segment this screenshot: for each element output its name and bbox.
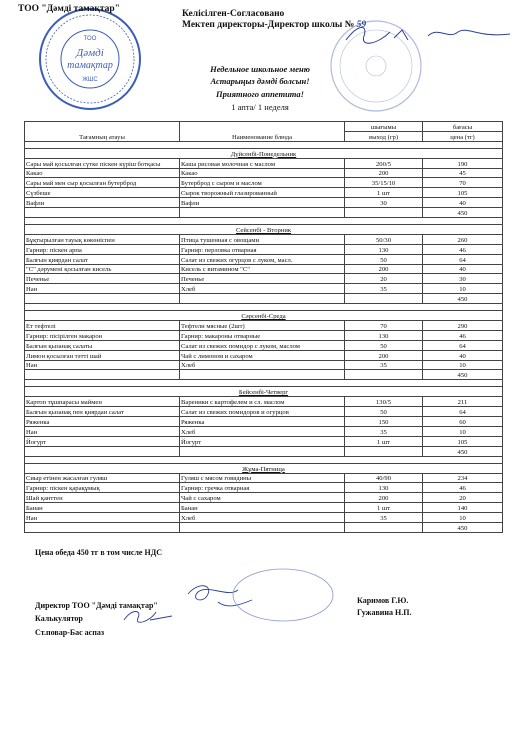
dish-name-kz: Йогурт [25, 436, 180, 446]
dish-name-kz: Гарнир: піскен арпа [25, 244, 180, 254]
dish-price: 46 [423, 483, 503, 493]
stamp-text-1: ТОО [83, 36, 97, 42]
dish-price: 260 [423, 234, 503, 244]
dish-name-kz: Картоп тұшпарасы маймен [25, 397, 180, 407]
menu-row [25, 503, 503, 513]
menu-row [25, 284, 503, 294]
dish-output: 40/90 [345, 473, 423, 483]
menu-row [25, 254, 503, 264]
dish-output: 130 [345, 330, 423, 340]
dish-price: 60 [423, 417, 503, 427]
dish-price: 234 [423, 473, 503, 483]
dish-output: 35 [345, 360, 423, 370]
dish-name-kz: Сары май қосылған сүтке піскен күріш ботқасы [25, 158, 180, 168]
stamp-text-2: Дәмді [76, 47, 104, 59]
dish-output: 35 [345, 426, 423, 436]
spacer-row [25, 380, 503, 387]
dish-name-ru: Гуляш с мясом говядины [180, 473, 345, 483]
day-header-row [25, 387, 503, 397]
dish-output: 200 [345, 264, 423, 274]
dish-output [345, 208, 423, 218]
dish-price: 10 [423, 426, 503, 436]
dish-name-kz [25, 446, 180, 456]
dish-price: 70 [423, 178, 503, 188]
dish-price: 450 [423, 370, 503, 380]
dish-price: 30 [423, 274, 503, 284]
menu-table [24, 121, 503, 533]
footer-name-1: Каримов Г.Ю. [357, 596, 409, 605]
dish-price: 105 [423, 436, 503, 446]
dish-output: 50 [345, 254, 423, 264]
approved-ru [182, 20, 366, 31]
dish-name-ru: Бутерброд с сыром и маслом [180, 178, 345, 188]
dish-name-ru: Вареники с картофелем и сл. маслом [180, 397, 345, 407]
dish-output: 35 [345, 513, 423, 523]
dish-price: 46 [423, 244, 503, 254]
day-title: Бейсенбі-Четверг [25, 387, 503, 397]
dish-name-ru: Каша рисовая молочная с маслом [180, 158, 345, 168]
dish-name-kz: Банан [25, 503, 180, 513]
dish-name-ru [180, 294, 345, 304]
dish-name-ru: Чай с сахаром [180, 493, 345, 503]
footer-name-2: Гужавина Н.П. [357, 608, 412, 617]
dish-name-ru: Салат из свежих огурцов с луком, масл. [180, 254, 345, 264]
dish-output [345, 446, 423, 456]
dish-name-ru: Хлеб [180, 426, 345, 436]
dish-price: 46 [423, 330, 503, 340]
dish-output: 1 шт [345, 503, 423, 513]
dish-name-kz: Нан [25, 284, 180, 294]
footer-stamp [228, 565, 338, 625]
company-stamp [37, 6, 143, 112]
day-title: Сейсенбі - Вторник [25, 225, 503, 235]
menu-row [25, 264, 503, 274]
dish-output: 200 [345, 493, 423, 503]
price-note: Цена обеда 450 тг в том числе НДС [35, 548, 162, 557]
menu-row [25, 188, 503, 198]
day-header-row [25, 225, 503, 235]
dish-name-ru: Какао [180, 168, 345, 178]
dish-output: 1 шт [345, 188, 423, 198]
dish-price: 40 [423, 198, 503, 208]
dish-output [345, 294, 423, 304]
dish-name-kz: Какао [25, 168, 180, 178]
approved-kz: Келісілген-Согласовано [182, 9, 285, 19]
dish-name-kz: "С" дәрумені қосылған кисель [25, 264, 180, 274]
spacer-cell [25, 304, 503, 311]
col-name-kz: Тағамның атауы [25, 122, 180, 142]
dish-name-kz [25, 294, 180, 304]
dish-name-kz [25, 208, 180, 218]
dish-name-ru: Ряженка [180, 417, 345, 427]
menu-row [25, 330, 503, 340]
dish-name-kz: Лимон қосылған тәтті шай [25, 350, 180, 360]
dish-price: 40 [423, 264, 503, 274]
dish-name-ru: Салат из свежих помидор с луком, маслом [180, 340, 345, 350]
dish-name-ru: Хлеб [180, 360, 345, 370]
dish-price: 140 [423, 503, 503, 513]
spacer-cell [25, 141, 503, 148]
dish-name-ru: Печенье [180, 274, 345, 284]
dish-output: 50 [345, 340, 423, 350]
dish-name-kz: Вафли [25, 198, 180, 208]
spacer-row [25, 456, 503, 463]
dish-name-kz: Нан [25, 360, 180, 370]
spacer-row [25, 218, 503, 225]
dish-price: 105 [423, 188, 503, 198]
dish-price: 20 [423, 493, 503, 503]
dish-name-ru: Кисель с витамином "С" [180, 264, 345, 274]
dish-output: 130 [345, 244, 423, 254]
menu-wish-kz: Астарыңыз дәмді болсын! [210, 76, 310, 86]
dish-price: 290 [423, 321, 503, 331]
dish-output: 200/5 [345, 158, 423, 168]
dish-price: 450 [423, 208, 503, 218]
dish-price: 10 [423, 513, 503, 523]
menu-row [25, 483, 503, 493]
dish-price: 45 [423, 168, 503, 178]
dish-name-kz: Гарнир: піскен қарақұмық [25, 483, 180, 493]
dish-name-ru: Тефтели мясные (2шт) [180, 321, 345, 331]
col-price-kz: бағасы [423, 122, 503, 132]
menu-row [25, 244, 503, 254]
org-name: ТОО "Дәмді тамақтар" [18, 4, 120, 14]
dish-name-kz: Гарнир: пісірілген макарон [25, 330, 180, 340]
dish-name-kz: Ряженка [25, 417, 180, 427]
day-header-row [25, 148, 503, 158]
footer-calc: Калькулятор [35, 614, 83, 623]
dish-name-ru: Чай с лимоном и сахаром [180, 350, 345, 360]
menu-row [25, 513, 503, 523]
dish-output: 130/5 [345, 397, 423, 407]
dish-name-ru: Салат из свежих помидоров и огурцов [180, 407, 345, 417]
dish-name-ru: Сырок творожный глазированный [180, 188, 345, 198]
dish-name-ru: Гарнир: перловка отварная [180, 244, 345, 254]
menu-wish-ru: Приятного аппетита! [216, 89, 304, 99]
dish-name-ru: Банан [180, 503, 345, 513]
menu-row [25, 446, 503, 456]
menu-row [25, 493, 503, 503]
spacer-cell [25, 456, 503, 463]
dish-output: 130 [345, 483, 423, 493]
dish-name-ru: Хлеб [180, 513, 345, 523]
menu-row [25, 158, 503, 168]
menu-title: Недельное школьное меню [210, 64, 310, 74]
col-out-kz: шығымы [345, 122, 423, 132]
footer-director: Директор ТОО "Дәмді тамақтар" [35, 601, 158, 610]
dish-name-kz [25, 370, 180, 380]
col-price-ru: цена (тг) [423, 131, 503, 141]
dish-output: 200 [345, 168, 423, 178]
day-title: Жұма-Пятница [25, 463, 503, 473]
menu-row [25, 274, 503, 284]
dish-name-kz: Балғын қызанақ салаты [25, 340, 180, 350]
menu-row [25, 417, 503, 427]
menu-row [25, 208, 503, 218]
dish-name-ru: Гарнир: макароны отварные [180, 330, 345, 340]
dish-name-ru: Йогурт [180, 436, 345, 446]
approved-ru-label: Мектеп директоры-Директор школы № [182, 20, 355, 30]
dish-name-kz: Нан [25, 426, 180, 436]
dish-output: 30 [345, 198, 423, 208]
dish-name-kz: Ет тефтелі [25, 321, 180, 331]
dish-name-kz: Балғын қиярдан салат [25, 254, 180, 264]
col-name-ru: Наименование блюда [180, 122, 345, 142]
menu-row [25, 360, 503, 370]
dish-name-ru [180, 370, 345, 380]
dish-name-ru: Гарнир: гречка отварная [180, 483, 345, 493]
menu-row [25, 178, 503, 188]
menu-body [25, 141, 503, 532]
dish-name-kz: Сүзбеше [25, 188, 180, 198]
dish-name-kz: Сары май мен сыр қосылған бутерброд [25, 178, 180, 188]
week-label: 1 апта/ 1 неделя [231, 102, 289, 112]
dish-name-kz: Шай қанттен [25, 493, 180, 503]
menu-row [25, 350, 503, 360]
stamp-text-3: тамақтар [67, 60, 113, 71]
menu-row [25, 198, 503, 208]
menu-row [25, 426, 503, 436]
day-header-row [25, 311, 503, 321]
col-out-ru: выход (гр) [345, 131, 423, 141]
dish-price: 64 [423, 407, 503, 417]
menu-row [25, 168, 503, 178]
dish-output: 50 [345, 407, 423, 417]
menu-row [25, 294, 503, 304]
dish-price: 190 [423, 158, 503, 168]
dish-name-kz: Сиыр етінен жасалған гуляш [25, 473, 180, 483]
dish-price: 64 [423, 254, 503, 264]
menu-row [25, 234, 503, 244]
stamp-text-4: ЖШС [82, 77, 98, 83]
dish-price: 10 [423, 360, 503, 370]
dish-name-ru [180, 522, 345, 532]
dish-name-ru: Птица тушенная с овощами [180, 234, 345, 244]
spacer-row [25, 141, 503, 148]
dish-price: 64 [423, 340, 503, 350]
dish-output [345, 370, 423, 380]
spacer-cell [25, 218, 503, 225]
school-number: 59 [356, 20, 367, 30]
menu-row [25, 340, 503, 350]
spacer-row [25, 304, 503, 311]
dish-output: 35/15/10 [345, 178, 423, 188]
dish-name-ru: Хлеб [180, 284, 345, 294]
dish-name-kz [25, 522, 180, 532]
dish-output: 50/30 [345, 234, 423, 244]
day-header-row [25, 463, 503, 473]
footer-chef: Ст.повар-Бас аспаз [35, 628, 105, 637]
menu-row [25, 522, 503, 532]
dish-output [345, 522, 423, 532]
day-title: Дүйсенбі-Понедельник [25, 148, 503, 158]
dish-name-kz: Бұқтырылған тауық көкөніспен [25, 234, 180, 244]
dish-name-ru [180, 446, 345, 456]
menu-row [25, 370, 503, 380]
menu-row [25, 397, 503, 407]
dish-price: 10 [423, 284, 503, 294]
day-title: Сәрсенбі-Среда [25, 311, 503, 321]
spacer-cell [25, 380, 503, 387]
dish-price: 450 [423, 522, 503, 532]
dish-price: 450 [423, 446, 503, 456]
dish-price: 450 [423, 294, 503, 304]
dish-output: 70 [345, 321, 423, 331]
dish-name-ru: Вафли [180, 198, 345, 208]
menu-row [25, 436, 503, 446]
dish-output: 1 шт [345, 436, 423, 446]
dish-name-kz: Печенье [25, 274, 180, 284]
dish-price: 40 [423, 350, 503, 360]
menu-row [25, 473, 503, 483]
dish-output: 20 [345, 274, 423, 284]
dish-price: 211 [423, 397, 503, 407]
dish-name-ru [180, 208, 345, 218]
menu-row [25, 407, 503, 417]
dish-output: 200 [345, 350, 423, 360]
menu-row [25, 321, 503, 331]
dish-name-kz: Балғын қызанақ пен қиярдан салат [25, 407, 180, 417]
dish-output: 150 [345, 417, 423, 427]
dish-name-kz: Нан [25, 513, 180, 523]
dish-output: 35 [345, 284, 423, 294]
